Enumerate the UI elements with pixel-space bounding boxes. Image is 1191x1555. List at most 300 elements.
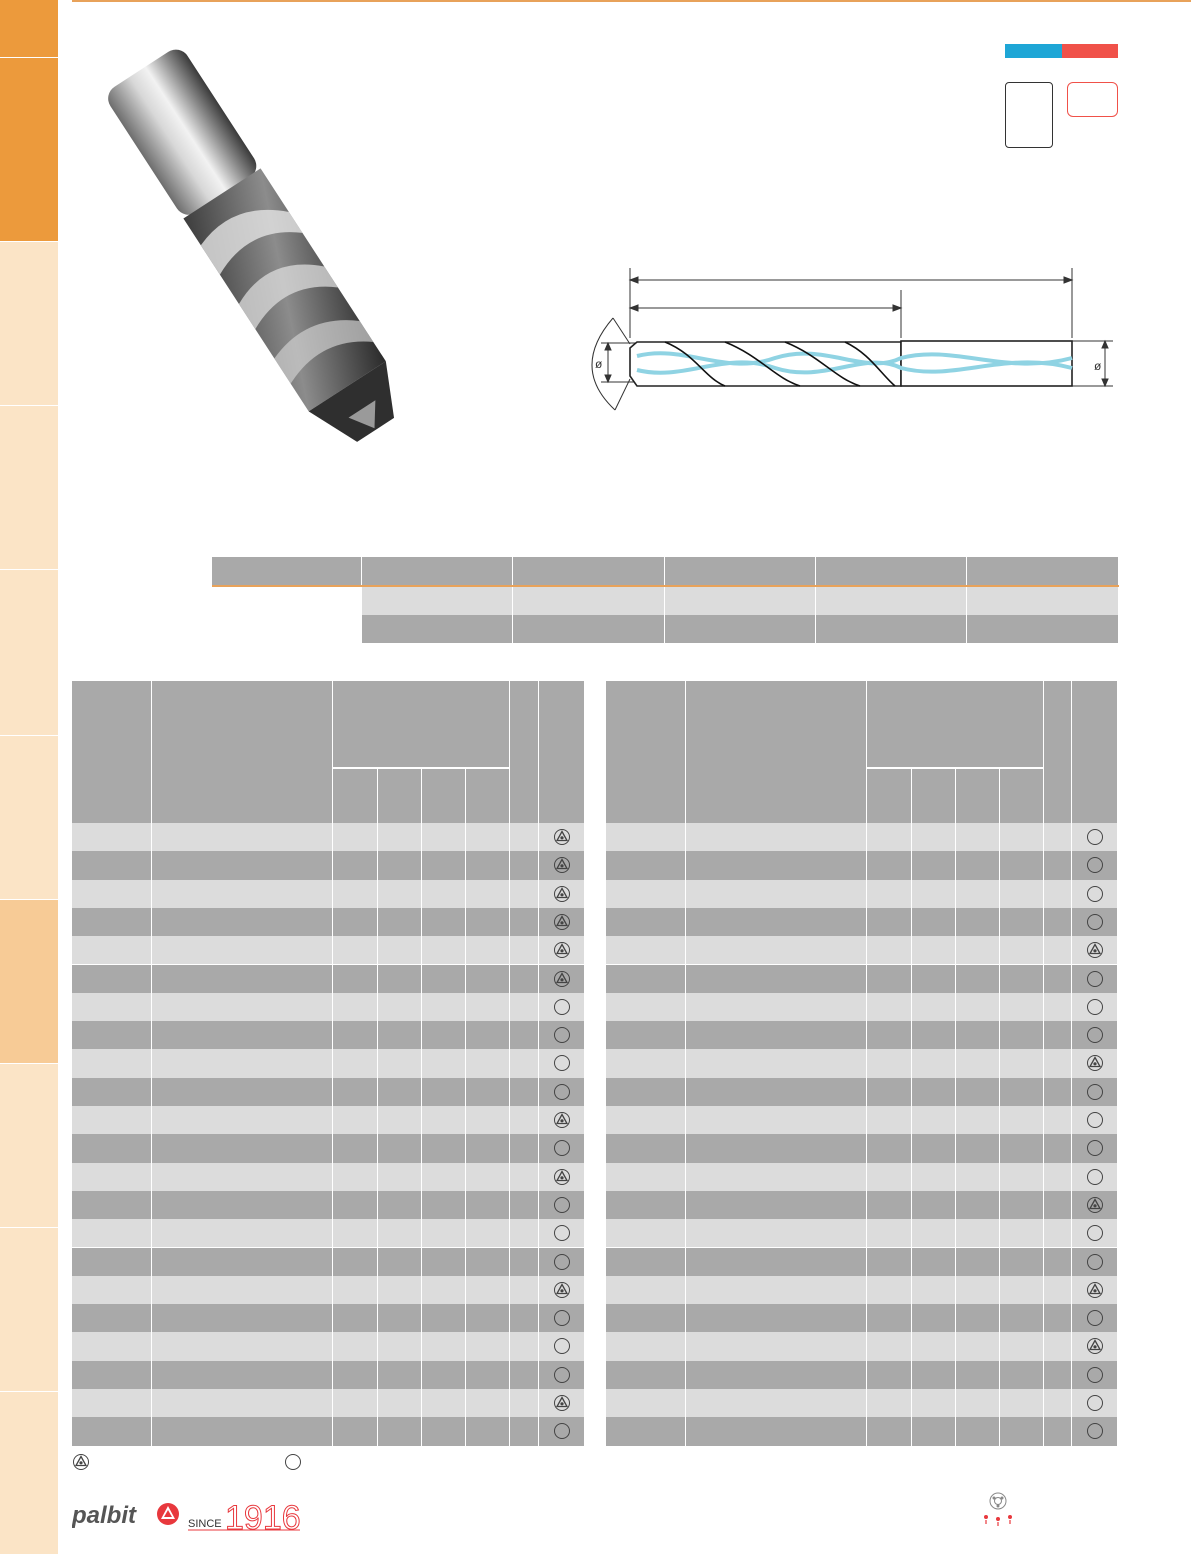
sidebar-tab[interactable]: [0, 1392, 58, 1555]
table-cell: [606, 1389, 686, 1417]
sidebar-tab[interactable]: [0, 570, 58, 736]
stock-symbol-icon: [553, 828, 571, 846]
order-symbol-icon: [553, 1253, 571, 1271]
summary-row: [212, 615, 1119, 643]
stock-symbol-icon: [1086, 1281, 1104, 1299]
table-cell: [466, 1332, 510, 1360]
table-cell: [956, 1389, 1000, 1417]
table-cell: [1000, 1389, 1044, 1417]
table-cell: [912, 965, 956, 993]
table-row: [72, 1049, 585, 1077]
table-cell: [1000, 1219, 1044, 1247]
table-cell: [686, 1078, 867, 1106]
table-cell: [72, 965, 152, 993]
table-cell: [606, 1276, 686, 1304]
sidebar-tab[interactable]: [0, 242, 58, 406]
table-row: [606, 1049, 1118, 1077]
table-cell: [378, 1163, 422, 1191]
table-cell: [510, 1276, 539, 1304]
table-cell: [606, 1078, 686, 1106]
table-cell: [72, 908, 152, 936]
table-cell: [466, 1417, 510, 1445]
table-cell: [1000, 1134, 1044, 1162]
table-row: [606, 965, 1118, 993]
table-cell: [466, 1163, 510, 1191]
availability-cell: [539, 1389, 585, 1417]
table-cell: [867, 823, 912, 851]
availability-cell: [1072, 1049, 1118, 1077]
table-cell: [152, 936, 333, 964]
table-row: [606, 1304, 1118, 1332]
table-cell: [867, 965, 912, 993]
table-cell: [466, 823, 510, 851]
table-cell: [867, 1304, 912, 1332]
table-row: [72, 965, 585, 993]
table-cell: [686, 1332, 867, 1360]
table-cell: [956, 936, 1000, 964]
table-cell: [72, 1219, 152, 1247]
table-cell: [510, 1304, 539, 1332]
table-header-cell: [1044, 681, 1072, 823]
table-cell: [510, 1106, 539, 1134]
table-header-cell: [378, 769, 422, 823]
stock-symbol-icon: [1086, 1054, 1104, 1072]
table-cell: [378, 1332, 422, 1360]
table-row: [72, 1163, 585, 1191]
table-cell: [333, 1276, 378, 1304]
availability-cell: [1072, 1163, 1118, 1191]
table-cell: [466, 880, 510, 908]
availability-cell: [539, 1163, 585, 1191]
sidebar-tab[interactable]: [0, 406, 58, 570]
availability-cell: [539, 823, 585, 851]
table-cell: [606, 993, 686, 1021]
table-cell: [333, 1389, 378, 1417]
table-cell: [72, 1304, 152, 1332]
table-cell: [912, 936, 956, 964]
table-cell: [686, 936, 867, 964]
availability-cell: [539, 1191, 585, 1219]
table-cell: [867, 880, 912, 908]
availability-cell: [1072, 1134, 1118, 1162]
table-row: [72, 1078, 585, 1106]
table-header-cell: [152, 681, 333, 823]
availability-cell: [1072, 1248, 1118, 1276]
table-header-cell: [686, 681, 867, 823]
summary-cell: [513, 615, 665, 643]
table-cell: [72, 880, 152, 908]
availability-cell: [1072, 1389, 1118, 1417]
table-cell: [867, 1163, 912, 1191]
order-symbol-icon: [1086, 970, 1104, 988]
table-row: [606, 908, 1118, 936]
table-cell: [72, 1134, 152, 1162]
table-cell: [333, 880, 378, 908]
availability-cell: [1072, 1021, 1118, 1049]
table-cell: [912, 908, 956, 936]
order-symbol-icon: [1086, 1366, 1104, 1384]
table-cell: [686, 1163, 867, 1191]
table-cell: [1044, 908, 1072, 936]
order-symbol-icon: [1086, 1309, 1104, 1327]
table-cell: [510, 1134, 539, 1162]
svg-text:palbit: palbit: [72, 1502, 136, 1529]
table-cell: [333, 823, 378, 851]
table-cell: [912, 1389, 956, 1417]
table-cell: [686, 1417, 867, 1445]
table-cell: [1044, 1163, 1072, 1191]
table-cell: [378, 1389, 422, 1417]
availability-cell: [539, 965, 585, 993]
table-row: [72, 880, 585, 908]
table-cell: [867, 1049, 912, 1077]
availability-legend: [72, 1452, 372, 1474]
table-header-cell: [867, 681, 1044, 768]
availability-cell: [539, 993, 585, 1021]
table-cell: [956, 1134, 1000, 1162]
availability-cell: [1072, 823, 1118, 851]
table-cell: [956, 1417, 1000, 1445]
availability-cell: [1072, 1191, 1118, 1219]
availability-cell: [1072, 1332, 1118, 1360]
table-cell: [686, 1389, 867, 1417]
table-header-cell: [912, 769, 956, 823]
stock-symbol-icon: [553, 1168, 571, 1186]
table-row: [606, 1021, 1118, 1049]
table-row: [606, 1078, 1118, 1106]
drill-technical-drawing: [575, 258, 1125, 423]
table-cell: [422, 1191, 466, 1219]
table-cell: [422, 823, 466, 851]
table-cell: [956, 1163, 1000, 1191]
table-header-cell: [539, 681, 585, 823]
table-cell: [510, 1248, 539, 1276]
table-cell: [422, 1078, 466, 1106]
table-cell: [606, 1163, 686, 1191]
availability-cell: [539, 880, 585, 908]
table-row: [606, 1361, 1118, 1389]
sidebar-tab[interactable]: [0, 736, 58, 900]
table-cell: [510, 1049, 539, 1077]
table-row: [606, 993, 1118, 1021]
table-cell: [333, 1021, 378, 1049]
table-cell: [466, 965, 510, 993]
table-cell: [466, 851, 510, 879]
table-cell: [72, 1248, 152, 1276]
table-row: [606, 851, 1118, 879]
summary-cell: [967, 615, 1119, 643]
order-symbol-icon: [1086, 1139, 1104, 1157]
order-symbol-icon: [1086, 856, 1104, 874]
summary-header-cell: [212, 557, 362, 585]
table-cell: [956, 823, 1000, 851]
order-symbol-icon: [1086, 1111, 1104, 1129]
table-cell: [152, 1304, 333, 1332]
table-cell: [867, 1191, 912, 1219]
table-cell: [956, 1219, 1000, 1247]
table-cell: [333, 1332, 378, 1360]
table-cell: [867, 993, 912, 1021]
table-cell: [606, 1219, 686, 1247]
table-cell: [510, 851, 539, 879]
table-header-cell: [333, 681, 510, 768]
table-cell: [422, 1021, 466, 1049]
table-cell: [686, 823, 867, 851]
table-header-cell: [1000, 769, 1044, 823]
order-symbol-icon: [1086, 1253, 1104, 1271]
table-cell: [152, 1163, 333, 1191]
table-cell: [912, 1417, 956, 1445]
table-cell: [378, 880, 422, 908]
stock-symbol-icon: [553, 885, 571, 903]
table-cell: [333, 993, 378, 1021]
table-cell: [333, 1361, 378, 1389]
table-cell: [912, 1021, 956, 1049]
table-cell: [378, 1191, 422, 1219]
stock-symbol-icon: [1086, 1337, 1104, 1355]
table-cell: [912, 823, 956, 851]
table-cell: [378, 936, 422, 964]
table-cell: [606, 1248, 686, 1276]
table-cell: [333, 1163, 378, 1191]
table-row: [606, 1276, 1118, 1304]
availability-cell: [1072, 1078, 1118, 1106]
table-row: [72, 993, 585, 1021]
summary-row: [212, 587, 1119, 615]
table-cell: [422, 1276, 466, 1304]
order-symbol-icon: [1086, 1422, 1104, 1440]
table-cell: [422, 1219, 466, 1247]
table-cell: [606, 880, 686, 908]
table-cell: [1044, 851, 1072, 879]
table-cell: [72, 1389, 152, 1417]
table-cell: [152, 1389, 333, 1417]
table-cell: [378, 1417, 422, 1445]
availability-cell: [1072, 1361, 1118, 1389]
table-cell: [912, 1191, 956, 1219]
table-row: [72, 1219, 585, 1247]
sidebar-tab[interactable]: [0, 1064, 58, 1228]
table-cell: [606, 1021, 686, 1049]
table-cell: [466, 1078, 510, 1106]
table-cell: [1000, 1191, 1044, 1219]
table-cell: [378, 1248, 422, 1276]
palbit-logo: [72, 1497, 182, 1531]
table-row: [606, 1417, 1118, 1445]
summary-cell: [665, 587, 816, 615]
table-cell: [152, 908, 333, 936]
availability-cell: [539, 1304, 585, 1332]
table-cell: [152, 1191, 333, 1219]
outlined-box: [1005, 82, 1053, 148]
order-symbol-icon: [553, 1083, 571, 1101]
table-header-cell: [510, 681, 539, 823]
table-cell: [510, 1191, 539, 1219]
table-cell: [956, 965, 1000, 993]
table-cell: [956, 1332, 1000, 1360]
table-row: [606, 1219, 1118, 1247]
table-cell: [333, 1106, 378, 1134]
table-cell: [956, 1106, 1000, 1134]
sidebar-tab[interactable]: [0, 0, 58, 58]
availability-cell: [1072, 965, 1118, 993]
table-cell: [72, 851, 152, 879]
table-cell: [1044, 1361, 1072, 1389]
sidebar-tab[interactable]: [0, 58, 58, 242]
table-cell: [912, 1361, 956, 1389]
table-cell: [1044, 1078, 1072, 1106]
table-cell: [956, 1078, 1000, 1106]
table-cell: [912, 1163, 956, 1191]
table-cell: [606, 908, 686, 936]
table-cell: [333, 1248, 378, 1276]
table-row: [606, 1134, 1118, 1162]
table-cell: [378, 1078, 422, 1106]
table-cell: [152, 1276, 333, 1304]
top-rule: [72, 0, 1191, 2]
table-cell: [956, 851, 1000, 879]
table-cell: [378, 1276, 422, 1304]
left-article-table: [72, 681, 585, 1447]
availability-cell: [1072, 993, 1118, 1021]
table-header-cell: [1072, 681, 1118, 823]
table-row: [72, 1134, 585, 1162]
blue-badge: [1005, 44, 1062, 58]
table-cell: [686, 1021, 867, 1049]
table-cell: [378, 823, 422, 851]
summary-cell: [816, 615, 967, 643]
availability-cell: [1072, 851, 1118, 879]
order-symbol-icon: [1086, 1394, 1104, 1412]
table-cell: [686, 880, 867, 908]
table-cell: [510, 1389, 539, 1417]
table-cell: [1000, 965, 1044, 993]
summary-cell: [513, 587, 665, 615]
table-cell: [1044, 936, 1072, 964]
table-cell: [1044, 1021, 1072, 1049]
table-cell: [510, 936, 539, 964]
table-cell: [1044, 1049, 1072, 1077]
table-cell: [378, 851, 422, 879]
table-header-cell: [422, 769, 466, 823]
table-cell: [1000, 1078, 1044, 1106]
table-row: [72, 1106, 585, 1134]
order-symbol-icon: [553, 1054, 571, 1072]
table-cell: [466, 993, 510, 1021]
table-cell: [606, 1049, 686, 1077]
table-cell: [867, 1276, 912, 1304]
drill-product-photo: [60, 40, 480, 480]
table-cell: [1000, 1276, 1044, 1304]
availability-cell: [539, 1106, 585, 1134]
table-cell: [912, 851, 956, 879]
table-row: [72, 1191, 585, 1219]
svg-text:1916: 1916: [225, 1499, 301, 1532]
availability-cell: [1072, 1219, 1118, 1247]
table-cell: [72, 1361, 152, 1389]
svg-text:ø: ø: [1094, 359, 1102, 373]
table-cell: [333, 1191, 378, 1219]
table-cell: [422, 1389, 466, 1417]
table-cell: [378, 1219, 422, 1247]
table-cell: [378, 1049, 422, 1077]
order-symbol-icon: [284, 1453, 302, 1471]
summary-cell: [816, 587, 967, 615]
summary-cell: [665, 615, 816, 643]
table-cell: [867, 851, 912, 879]
table-cell: [510, 1219, 539, 1247]
table-row: [606, 936, 1118, 964]
sidebar-tab[interactable]: [0, 1228, 58, 1392]
table-cell: [686, 1276, 867, 1304]
table-cell: [152, 823, 333, 851]
table-cell: [72, 1078, 152, 1106]
table-cell: [606, 823, 686, 851]
table-cell: [1000, 1332, 1044, 1360]
summary-header-cell: [665, 557, 816, 585]
table-cell: [1044, 1106, 1072, 1134]
table-cell: [466, 1389, 510, 1417]
availability-cell: [539, 936, 585, 964]
table-cell: [867, 1078, 912, 1106]
stock-symbol-icon: [553, 970, 571, 988]
table-cell: [1044, 1134, 1072, 1162]
table-cell: [422, 1134, 466, 1162]
table-cell: [606, 1134, 686, 1162]
table-cell: [686, 1304, 867, 1332]
table-cell: [152, 1021, 333, 1049]
table-cell: [867, 1332, 912, 1360]
table-cell: [1000, 1106, 1044, 1134]
order-symbol-icon: [1086, 913, 1104, 931]
table-cell: [956, 908, 1000, 936]
table-cell: [466, 1248, 510, 1276]
table-cell: [912, 1219, 956, 1247]
table-cell: [422, 1248, 466, 1276]
table-cell: [422, 1304, 466, 1332]
table-cell: [867, 1219, 912, 1247]
table-cell: [867, 1106, 912, 1134]
table-cell: [1000, 908, 1044, 936]
red-outlined-box: [1067, 82, 1118, 117]
order-symbol-icon: [1086, 885, 1104, 903]
table-header-cell: [466, 769, 510, 823]
table-cell: [333, 1219, 378, 1247]
table-cell: [422, 908, 466, 936]
sidebar-tab[interactable]: [0, 900, 58, 1064]
table-row: [606, 880, 1118, 908]
table-cell: [686, 1106, 867, 1134]
table-row: [72, 851, 585, 879]
table-cell: [333, 851, 378, 879]
summary-header-row: [212, 557, 1119, 585]
table-cell: [72, 993, 152, 1021]
table-cell: [1044, 1191, 1072, 1219]
table-cell: [867, 1417, 912, 1445]
table-cell: [422, 965, 466, 993]
table-cell: [152, 1248, 333, 1276]
table-row: [606, 1248, 1118, 1276]
table-cell: [378, 1106, 422, 1134]
table-cell: [466, 908, 510, 936]
chapter-sidebar: [0, 0, 58, 1555]
table-cell: [333, 965, 378, 993]
table-cell: [686, 1191, 867, 1219]
table-cell: [422, 880, 466, 908]
table-cell: [606, 1332, 686, 1360]
table-cell: [867, 908, 912, 936]
table-cell: [510, 908, 539, 936]
